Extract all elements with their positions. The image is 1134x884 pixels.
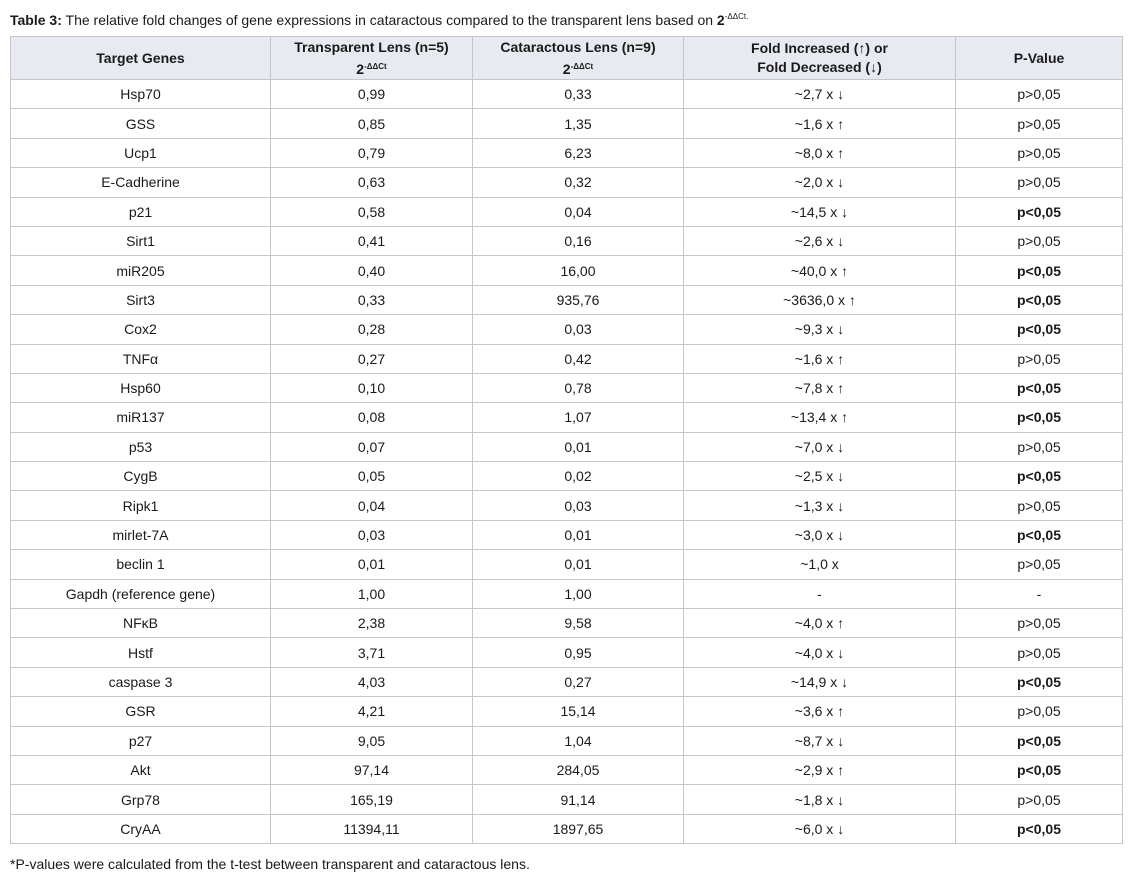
- cell-p-value: p<0,05: [956, 520, 1123, 549]
- cell-cataractous-value: 0,42: [473, 344, 684, 373]
- table-row: [11, 462, 1123, 491]
- table-row: [11, 550, 1123, 579]
- cell-cataractous-value: 0,27: [473, 667, 684, 696]
- cell-cataractous-value: 935,76: [473, 285, 684, 314]
- cell-gene: miR205: [11, 256, 271, 285]
- cell-transparent-value: 0,58: [271, 197, 473, 226]
- header-transparent-exp: -ΔΔCt: [364, 61, 387, 71]
- table-row: [11, 403, 1123, 432]
- cell-transparent-value: 0,41: [271, 226, 473, 255]
- caption-label: Table 3:: [10, 12, 62, 28]
- cell-cataractous-value: 1,04: [473, 726, 684, 755]
- cell-transparent-value: 0,03: [271, 520, 473, 549]
- cell-transparent-value: 4,03: [271, 667, 473, 696]
- table-row: [11, 109, 1123, 138]
- caption-formula-exponent: -ΔΔCt.: [724, 12, 749, 21]
- header-transparent-lens: [271, 37, 473, 80]
- header-cataractous-lens: [473, 37, 684, 80]
- table-body: [11, 80, 1123, 844]
- cell-gene: GSR: [11, 697, 271, 726]
- cell-p-value: p>0,05: [956, 638, 1123, 667]
- table-row: [11, 197, 1123, 226]
- cell-p-value: p>0,05: [956, 432, 1123, 461]
- cell-transparent-value: 0,08: [271, 403, 473, 432]
- cell-p-value: p>0,05: [956, 785, 1123, 814]
- table-row: [11, 491, 1123, 520]
- cell-p-value: p<0,05: [956, 667, 1123, 696]
- cell-fold-change: ~3,6 x ↑: [684, 697, 956, 726]
- cell-p-value: p<0,05: [956, 462, 1123, 491]
- cell-cataractous-value: 1,07: [473, 403, 684, 432]
- cell-gene: GSS: [11, 109, 271, 138]
- table-caption: [10, 8, 748, 29]
- table-row: [11, 638, 1123, 667]
- cell-transparent-value: 0,27: [271, 344, 473, 373]
- cell-transparent-value: 0,04: [271, 491, 473, 520]
- cell-p-value: p>0,05: [956, 344, 1123, 373]
- cell-p-value: p>0,05: [956, 550, 1123, 579]
- cell-gene: Hstf: [11, 638, 271, 667]
- cell-p-value: p<0,05: [956, 285, 1123, 314]
- cell-cataractous-value: 1,00: [473, 579, 684, 608]
- cell-fold-change: ~3,0 x ↓: [684, 520, 956, 549]
- cell-p-value: p>0,05: [956, 138, 1123, 167]
- cell-transparent-value: 0,85: [271, 109, 473, 138]
- cell-p-value: p<0,05: [956, 256, 1123, 285]
- cell-cataractous-value: 0,03: [473, 491, 684, 520]
- cell-p-value: p>0,05: [956, 80, 1123, 109]
- table-row: [11, 579, 1123, 608]
- cell-cataractous-value: 0,03: [473, 315, 684, 344]
- cell-gene: beclin 1: [11, 550, 271, 579]
- cell-p-value: p<0,05: [956, 755, 1123, 784]
- cell-cataractous-value: 0,01: [473, 432, 684, 461]
- cell-gene: Cox2: [11, 315, 271, 344]
- cell-fold-change: ~6,0 x ↓: [684, 814, 956, 843]
- cell-transparent-value: 0,05: [271, 462, 473, 491]
- table-row: [11, 697, 1123, 726]
- cell-cataractous-value: 1,35: [473, 109, 684, 138]
- cell-cataractous-value: 0,16: [473, 226, 684, 255]
- cell-fold-change: ~2,6 x ↓: [684, 226, 956, 255]
- cell-transparent-value: 2,38: [271, 609, 473, 638]
- header-row: [11, 37, 1123, 80]
- cell-fold-change: ~4,0 x ↑: [684, 609, 956, 638]
- cell-cataractous-value: 6,23: [473, 138, 684, 167]
- cell-gene: NFκB: [11, 609, 271, 638]
- table-row: [11, 80, 1123, 109]
- cell-p-value: p<0,05: [956, 814, 1123, 843]
- cell-transparent-value: 1,00: [271, 579, 473, 608]
- cell-fold-change: ~2,7 x ↓: [684, 80, 956, 109]
- caption-formula-base: 2: [716, 12, 725, 28]
- cell-fold-change: ~14,5 x ↓: [684, 197, 956, 226]
- cell-gene: Ucp1: [11, 138, 271, 167]
- header-transparent-base: 2: [356, 60, 365, 77]
- cell-cataractous-value: 16,00: [473, 256, 684, 285]
- cell-cataractous-value: 0,95: [473, 638, 684, 667]
- cell-p-value: p<0,05: [956, 403, 1123, 432]
- cell-cataractous-value: 0,33: [473, 80, 684, 109]
- cell-cataractous-value: 0,01: [473, 520, 684, 549]
- header-cataractous-exp: -ΔΔCt: [570, 61, 594, 71]
- cell-gene: CygB: [11, 462, 271, 491]
- cell-fold-change: ~7,0 x ↓: [684, 432, 956, 461]
- cell-gene: mirlet-7A: [11, 520, 271, 549]
- header-fold-change: [684, 37, 956, 80]
- cell-fold-change: ~14,9 x ↓: [684, 667, 956, 696]
- cell-gene: caspase 3: [11, 667, 271, 696]
- cell-gene: Hsp70: [11, 80, 271, 109]
- cell-transparent-value: 11394,11: [271, 814, 473, 843]
- table-row: [11, 168, 1123, 197]
- cell-gene: Hsp60: [11, 373, 271, 402]
- cell-fold-change: ~7,8 x ↑: [684, 373, 956, 402]
- cell-fold-change: ~1,3 x ↓: [684, 491, 956, 520]
- cell-gene: p53: [11, 432, 271, 461]
- header-p-value: P-Value: [956, 37, 1123, 80]
- table-row: [11, 315, 1123, 344]
- cell-p-value: p>0,05: [956, 491, 1123, 520]
- cell-fold-change: ~3636,0 x ↑: [684, 285, 956, 314]
- cell-fold-change: ~1,0 x: [684, 550, 956, 579]
- cell-gene: E-Cadherine: [11, 168, 271, 197]
- cell-cataractous-value: 0,04: [473, 197, 684, 226]
- table-row: [11, 814, 1123, 843]
- cell-fold-change: ~2,9 x ↑: [684, 755, 956, 784]
- cell-fold-change: ~13,4 x ↑: [684, 403, 956, 432]
- cell-gene: Gapdh (reference gene): [11, 579, 271, 608]
- table-row: [11, 785, 1123, 814]
- cell-transparent-value: 0,99: [271, 80, 473, 109]
- table-row: [11, 609, 1123, 638]
- cell-gene: Sirt3: [11, 285, 271, 314]
- cell-transparent-value: 0,10: [271, 373, 473, 402]
- table-row: [11, 226, 1123, 255]
- cell-p-value: p>0,05: [956, 609, 1123, 638]
- table-row: [11, 256, 1123, 285]
- table-footnote: *P-values were calculated from the t-test between transparent and cataractous lens.: [10, 856, 530, 872]
- cell-transparent-value: 0,79: [271, 138, 473, 167]
- cell-p-value: p>0,05: [956, 226, 1123, 255]
- cell-cataractous-value: 15,14: [473, 697, 684, 726]
- cell-gene: Sirt1: [11, 226, 271, 255]
- cell-cataractous-value: 91,14: [473, 785, 684, 814]
- cell-fold-change: ~2,0 x ↓: [684, 168, 956, 197]
- cell-gene: p21: [11, 197, 271, 226]
- cell-gene: p27: [11, 726, 271, 755]
- cell-gene: miR137: [11, 403, 271, 432]
- cell-fold-change: ~2,5 x ↓: [684, 462, 956, 491]
- cell-transparent-value: 0,40: [271, 256, 473, 285]
- cell-transparent-value: 165,19: [271, 785, 473, 814]
- cell-fold-change: ~1,8 x ↓: [684, 785, 956, 814]
- header-fold-line2: Fold Decreased (↓): [757, 59, 882, 75]
- cell-gene: Akt: [11, 755, 271, 784]
- cell-cataractous-value: 9,58: [473, 609, 684, 638]
- caption-text: The relative fold changes of gene expressions in cataractous compared to the transparent lens based on: [61, 12, 717, 28]
- cell-transparent-value: 0,63: [271, 168, 473, 197]
- cell-cataractous-value: 0,01: [473, 550, 684, 579]
- table-row: [11, 285, 1123, 314]
- cell-cataractous-value: 0,02: [473, 462, 684, 491]
- cell-fold-change: ~40,0 x ↑: [684, 256, 956, 285]
- table-row: [11, 344, 1123, 373]
- header-transparent-label: Transparent Lens (n=5): [294, 38, 449, 55]
- table-row: [11, 726, 1123, 755]
- cell-p-value: p>0,05: [956, 697, 1123, 726]
- cell-p-value: p<0,05: [956, 315, 1123, 344]
- cell-gene: Grp78: [11, 785, 271, 814]
- cell-transparent-value: 0,07: [271, 432, 473, 461]
- header-cataractous-label: Cataractous Lens (n=9): [500, 38, 656, 55]
- header-fold-line1: Fold Increased (↑) or: [751, 40, 888, 56]
- cell-transparent-value: 0,28: [271, 315, 473, 344]
- cell-cataractous-value: 0,78: [473, 373, 684, 402]
- table-row: [11, 755, 1123, 784]
- table-row: [11, 138, 1123, 167]
- cell-fold-change: ~9,3 x ↓: [684, 315, 956, 344]
- cell-transparent-value: 4,21: [271, 697, 473, 726]
- table-row: [11, 373, 1123, 402]
- cell-gene: TNFα: [11, 344, 271, 373]
- cell-transparent-value: 0,01: [271, 550, 473, 579]
- cell-fold-change: ~1,6 x ↑: [684, 109, 956, 138]
- header-target-genes: Target Genes: [11, 37, 271, 80]
- cell-p-value: p<0,05: [956, 726, 1123, 755]
- cell-transparent-value: 0,33: [271, 285, 473, 314]
- cell-cataractous-value: 0,32: [473, 168, 684, 197]
- cell-transparent-value: 9,05: [271, 726, 473, 755]
- cell-gene: CryAA: [11, 814, 271, 843]
- cell-p-value: p>0,05: [956, 109, 1123, 138]
- cell-p-value: p<0,05: [956, 373, 1123, 402]
- cell-fold-change: ~8,7 x ↓: [684, 726, 956, 755]
- table-row: [11, 432, 1123, 461]
- cell-p-value: p<0,05: [956, 197, 1123, 226]
- table-row: [11, 520, 1123, 549]
- cell-cataractous-value: 1897,65: [473, 814, 684, 843]
- cell-cataractous-value: 284,05: [473, 755, 684, 784]
- cell-fold-change: ~8,0 x ↑: [684, 138, 956, 167]
- cell-fold-change: -: [684, 579, 956, 608]
- gene-expression-table: [10, 36, 1123, 844]
- header-cataractous-base: 2: [562, 60, 571, 77]
- cell-fold-change: ~4,0 x ↓: [684, 638, 956, 667]
- cell-fold-change: ~1,6 x ↑: [684, 344, 956, 373]
- cell-gene: Ripk1: [11, 491, 271, 520]
- cell-transparent-value: 3,71: [271, 638, 473, 667]
- cell-p-value: p>0,05: [956, 168, 1123, 197]
- cell-transparent-value: 97,14: [271, 755, 473, 784]
- cell-p-value: -: [956, 579, 1123, 608]
- table-row: [11, 667, 1123, 696]
